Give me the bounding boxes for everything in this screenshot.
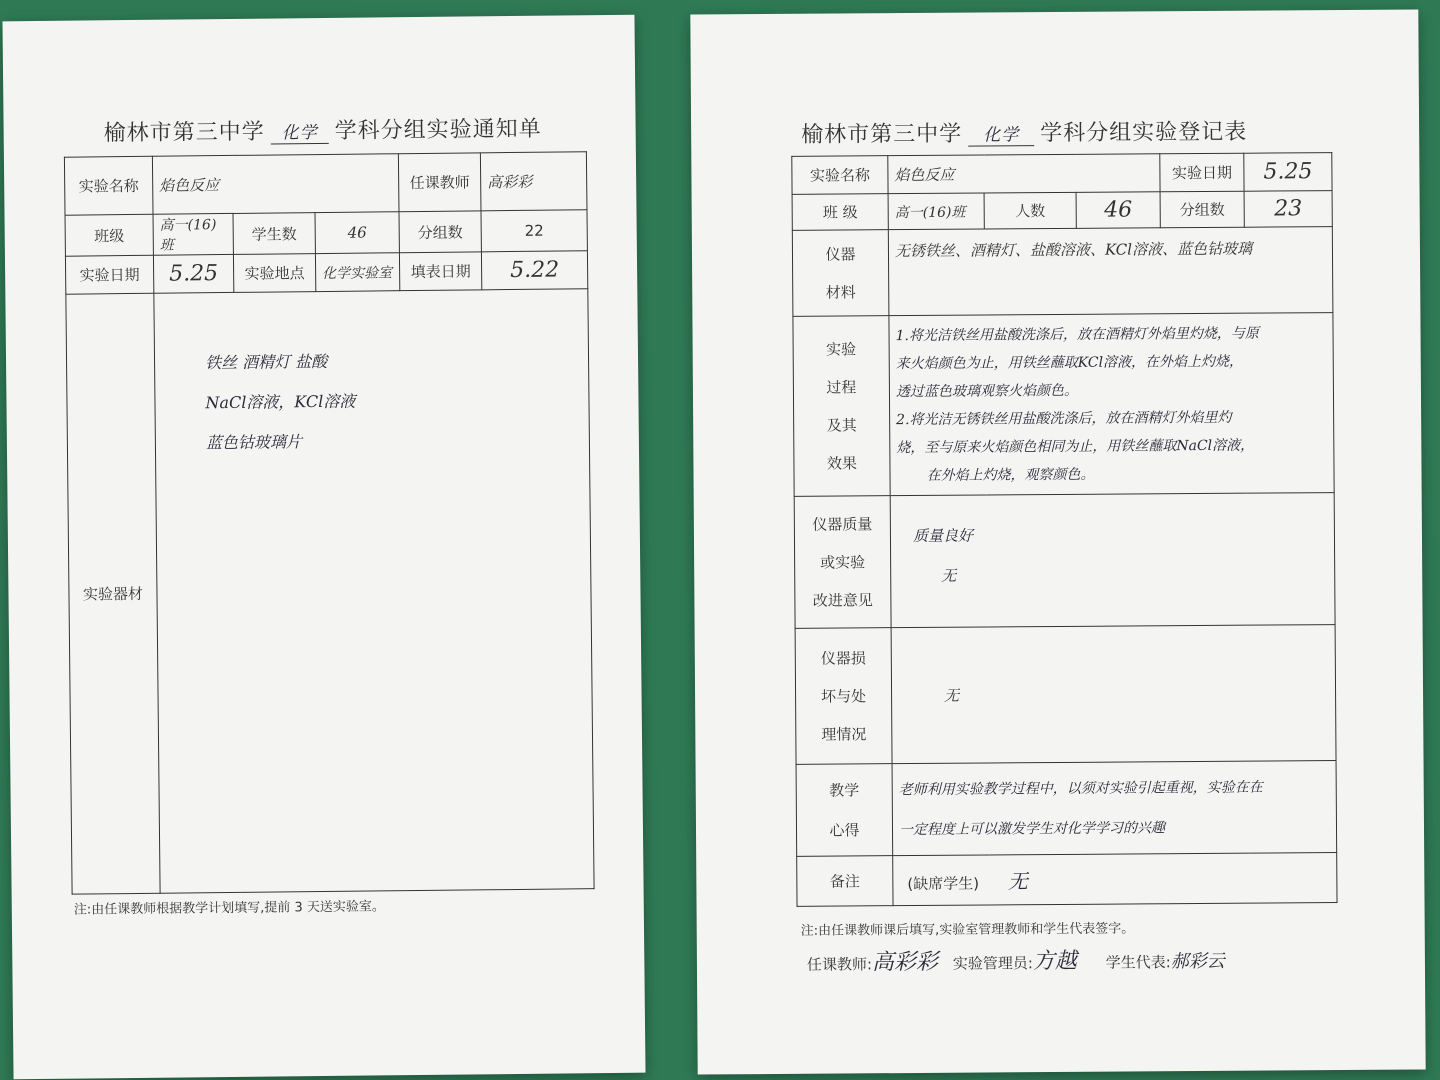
- reg-remark-cell: [893, 853, 1337, 906]
- reg-experiment-name-value: 焰色反应: [888, 154, 1160, 194]
- reg-groups-value: 23: [1244, 191, 1332, 228]
- groups-label: 分组数: [399, 211, 481, 253]
- reg-experiment-name-label: 实验名称: [792, 156, 888, 195]
- reg-class-label: 班 级: [792, 194, 888, 231]
- equipment-line: 铁丝 酒精灯 盐酸: [204, 351, 328, 373]
- admin-signature: 方越: [1032, 948, 1077, 975]
- notice-subject: 化学: [271, 118, 329, 145]
- register-title: [801, 115, 1247, 149]
- reg-reflection-line: 一定程度上可以激发学生对化学学习的兴趣: [898, 820, 1166, 839]
- register-title-suffix: 学科分组实验登记表: [1040, 119, 1248, 147]
- teacher-sig-label: 任课教师:: [806, 955, 873, 974]
- reg-reflection-cell: [892, 761, 1337, 856]
- experiment-name-value: 焰色反应: [152, 154, 399, 215]
- date-value: 5.25: [153, 254, 233, 293]
- register-sheet: [690, 9, 1425, 1074]
- location-value: 化学实验室: [315, 253, 399, 292]
- reg-damage-value: 无: [891, 625, 1336, 764]
- reg-people-value: 46: [1076, 192, 1160, 229]
- reg-materials-label: [792, 230, 889, 317]
- reg-process-line: 透过蓝色玻璃观察火焰颜色。: [895, 382, 1079, 401]
- reg-remark-value: 无: [1007, 869, 1028, 894]
- class-label: 班级: [65, 214, 153, 256]
- notice-title: [103, 112, 541, 148]
- notice-title-prefix: 榆林市第三中学: [103, 119, 265, 147]
- equipment-line: NaCl溶液，KCl溶液: [205, 391, 356, 413]
- reg-remark-prefix: (缺席学生): [907, 874, 980, 894]
- teacher-value: 高彩彩: [480, 152, 587, 211]
- equipment-cell: [154, 289, 594, 894]
- register-table: [791, 152, 1337, 907]
- reg-materials-value: 无锈铁丝、酒精灯、盐酸溶液、KCl溶液、蓝色钴玻璃: [888, 227, 1333, 316]
- reg-class-value: 高一(16)班: [888, 193, 984, 230]
- reg-date-value: 5.25: [1244, 153, 1332, 192]
- reg-process-line: 1.将光洁铁丝用盐酸洗涤后，放在酒精灯外焰里灼烧，与原: [895, 325, 1259, 345]
- reg-groups-label: 分组数: [1160, 191, 1244, 228]
- reg-materials-label-line: 仪器: [825, 244, 856, 264]
- register-title-prefix: 榆林市第三中学: [801, 121, 963, 148]
- reg-quality-label-line: 仪器质量: [812, 514, 873, 534]
- reg-process-label-line: 效果: [826, 453, 858, 473]
- student-sig-label: 学生代表:: [1105, 953, 1171, 972]
- reg-quality-label: [794, 496, 891, 629]
- reg-damage-label-line: 仪器损: [820, 648, 866, 668]
- reg-process-label-line: 过程: [826, 377, 857, 397]
- date-label: 实验日期: [65, 255, 153, 294]
- reg-reflection-label-line: 教学: [829, 780, 860, 800]
- reg-remark-label: 备注: [797, 856, 893, 907]
- register-footnote: 注:由任课教师课后填写,实验室管理教师和学生代表签字。: [800, 921, 1135, 939]
- reg-quality-label-line: 或实验: [820, 552, 866, 572]
- fill-date-value: 5.22: [481, 251, 587, 290]
- reg-process-label: [793, 316, 890, 497]
- reg-quality-cell: [890, 493, 1335, 628]
- notice-table: [64, 151, 595, 894]
- reg-date-label: 实验日期: [1160, 153, 1244, 192]
- students-label: 学生数: [233, 213, 315, 255]
- location-label: 实验地点: [233, 254, 315, 293]
- reg-reflection-label: [796, 764, 893, 857]
- groups-value: 22: [481, 210, 587, 252]
- register-subject: 化学: [968, 120, 1034, 146]
- students-value: 46: [315, 212, 399, 254]
- fill-date-label: 填表日期: [399, 252, 481, 291]
- teacher-label: 任课教师: [398, 153, 481, 212]
- reg-process-cell: [889, 313, 1334, 496]
- reg-reflection-label-line: 心得: [829, 820, 860, 840]
- reg-quality-label-line: 改进意见: [812, 590, 873, 610]
- reg-damage-label-line: 理情况: [821, 724, 867, 744]
- reg-process-line: 烧，至与原来火焰颜色相同为止，用铁丝蘸取NaCl溶液，: [896, 437, 1255, 457]
- reg-materials-label-line: 材料: [825, 282, 856, 302]
- reg-process-line: 在外焰上灼烧，观察颜色。: [926, 466, 1095, 484]
- reg-damage-label-line: 坏与处: [820, 686, 867, 706]
- notice-sheet: [2, 15, 645, 1080]
- reg-damage-label: [795, 628, 892, 765]
- reg-process-label-line: 实验: [826, 339, 857, 359]
- admin-sig-label: 实验管理员:: [952, 954, 1033, 973]
- reg-process-label-line: 及其: [826, 415, 857, 435]
- notice-footnote: 注:由任课教师根据教学计划填写,提前 3 天送实验室。: [73, 899, 385, 918]
- student-signature: 郝彩云: [1170, 950, 1225, 973]
- reg-reflection-line: 老师利用实验教学过程中，以须对实验引起重视，实验在在: [898, 779, 1263, 799]
- reg-people-label: 人数: [984, 192, 1076, 229]
- reg-process-line: 2.将光洁无锈铁丝用盐酸洗涤后，放在酒精灯外焰里灼: [896, 409, 1232, 429]
- notice-title-suffix: 学科分组实验通知单: [334, 116, 542, 144]
- signature-row: [807, 943, 1235, 977]
- reg-quality-line: 无: [941, 566, 957, 585]
- experiment-name-label: 实验名称: [64, 156, 153, 215]
- equipment-line: 蓝色钴玻璃片: [205, 432, 303, 453]
- equipment-label: 实验器材: [66, 293, 160, 894]
- class-value: 高一(16)班: [153, 213, 233, 255]
- reg-quality-line: 质量良好: [912, 526, 974, 546]
- teacher-signature: 高彩彩: [871, 949, 939, 976]
- reg-process-line: 来火焰颜色为止，用铁丝蘸取KCl溶液，在外焰上灼烧，: [895, 353, 1244, 373]
